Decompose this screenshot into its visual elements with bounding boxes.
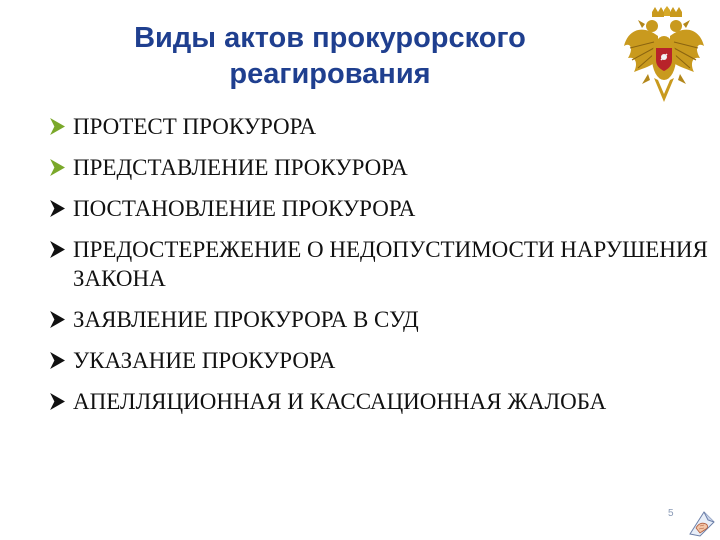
list-item-label: ПОСТАНОВЛЕНИЕ ПРОКУРОРА bbox=[73, 196, 416, 221]
arrow-bullet-icon bbox=[48, 352, 65, 369]
list-item-appeal bbox=[48, 387, 708, 416]
slide-title-line-2: реагирования bbox=[229, 58, 431, 90]
list-item-submission bbox=[48, 153, 708, 182]
list-item-resolution bbox=[48, 194, 708, 223]
list-item-label: АПЕЛЛЯЦИОННАЯ И КАССАЦИОННАЯ ЖАЛОБА bbox=[73, 389, 607, 414]
arrow-bullet-icon bbox=[48, 393, 65, 410]
acts-list bbox=[48, 112, 708, 428]
list-item-court-claim bbox=[48, 305, 708, 334]
list-item-label: УКАЗАНИЕ ПРОКУРОРА bbox=[73, 348, 336, 373]
double-headed-eagle-emblem-icon bbox=[622, 6, 706, 106]
slide-title bbox=[70, 20, 590, 92]
arrow-bullet-icon bbox=[48, 118, 65, 135]
page-curl-hand-icon[interactable] bbox=[686, 508, 716, 538]
slide-title-line-1: Виды актов прокурорского bbox=[134, 22, 526, 54]
arrow-bullet-icon bbox=[48, 159, 65, 176]
list-item-protest bbox=[48, 112, 708, 141]
list-item-label: ЗАЯВЛЕНИЕ ПРОКУРОРА В СУД bbox=[73, 307, 419, 332]
list-item-warning bbox=[48, 235, 708, 293]
list-item-label: ПРОТЕСТ ПРОКУРОРА bbox=[73, 114, 317, 139]
arrow-bullet-icon bbox=[48, 200, 65, 217]
list-item-instruction bbox=[48, 346, 708, 375]
list-item-label: ПРЕДОСТЕРЕЖЕНИЕ О НЕДОПУСТИМОСТИ НАРУШЕНИЯ ЗАКОНА bbox=[73, 237, 708, 291]
list-item-label: ПРЕДСТАВЛЕНИЕ ПРОКУРОРА bbox=[73, 155, 408, 180]
arrow-bullet-icon bbox=[48, 241, 65, 258]
arrow-bullet-icon bbox=[48, 311, 65, 328]
page-number: 5 bbox=[668, 508, 674, 519]
